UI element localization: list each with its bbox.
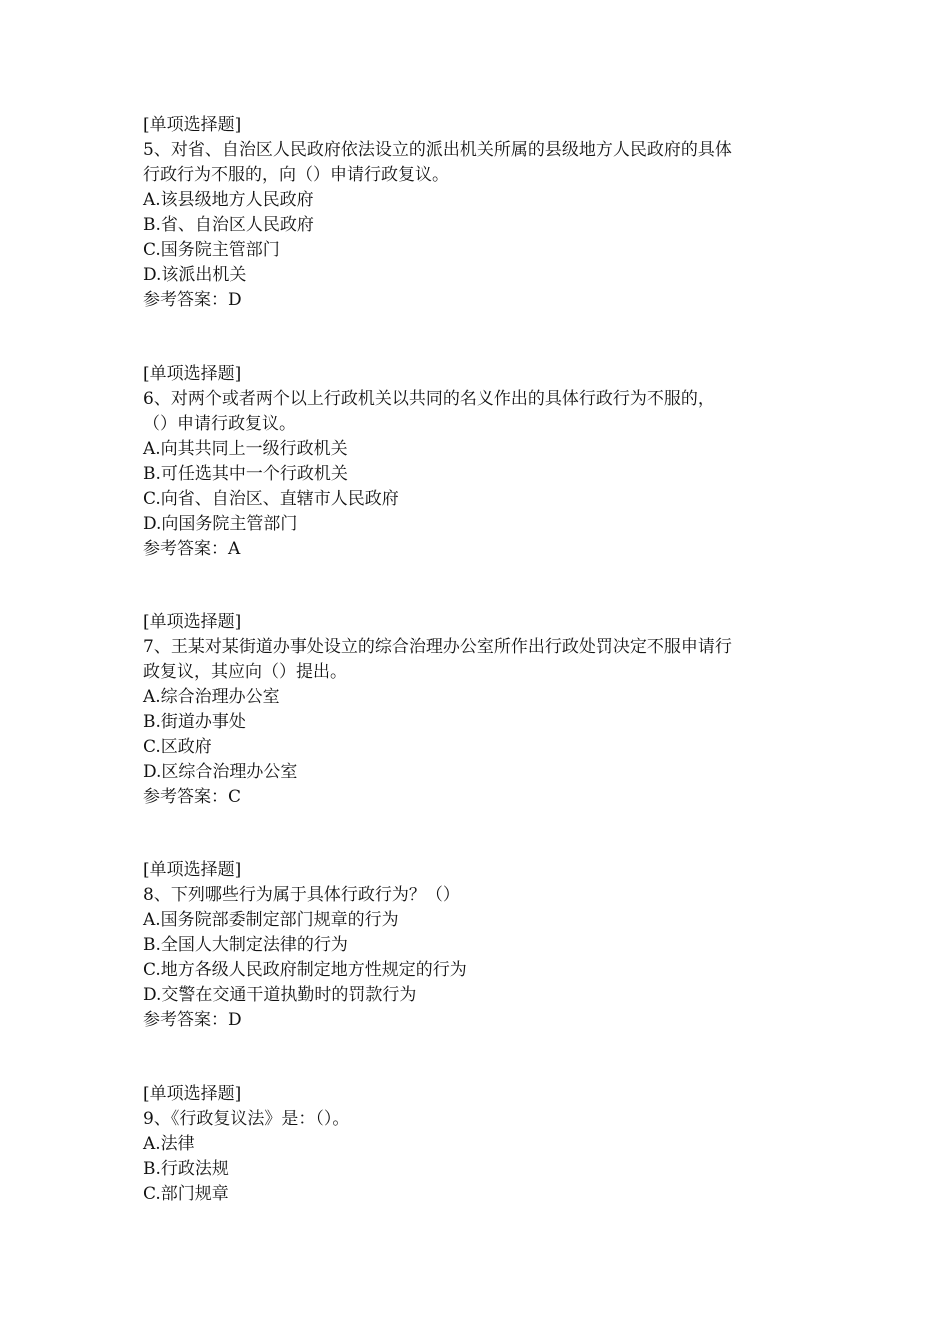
option-c: C.区政府 — [143, 737, 212, 757]
question-9 — [143, 1082, 815, 1207]
question-5 — [143, 113, 815, 313]
question-type-label: [单项选择题] — [143, 364, 242, 384]
option-c: C.部门规章 — [143, 1184, 229, 1204]
option-d: D.交警在交通干道执勤时的罚款行为 — [143, 985, 417, 1005]
option-a: A.向其共同上一级行政机关 — [143, 439, 348, 459]
option-a: A.该县级地方人民政府 — [143, 190, 314, 210]
question-type-label: [单项选择题] — [143, 1084, 242, 1104]
question-8 — [143, 858, 815, 1033]
option-b: B.可任选其中一个行政机关 — [143, 464, 348, 484]
question-stem-line: 6、对两个或者两个以上行政机关以共同的名义作出的具体行政行为不服的， — [143, 389, 715, 409]
option-d: D.向国务院主管部门 — [143, 514, 298, 534]
option-c: C.向省、自治区、直辖市人民政府 — [143, 489, 399, 509]
option-b: B.全国人大制定法律的行为 — [143, 935, 348, 955]
option-a: A.国务院部委制定部门规章的行为 — [143, 910, 399, 930]
question-stem-line: （）申请行政复议。 — [143, 414, 296, 434]
option-b: B.省、自治区人民政府 — [143, 215, 314, 235]
question-stem-line: 8、下列哪些行为属于具体行政行为？（） — [143, 885, 460, 905]
option-a: A.法律 — [143, 1134, 195, 1154]
question-type-label: [单项选择题] — [143, 860, 242, 880]
question-stem-line: 行政行为不服的，向（）申请行政复议。 — [143, 165, 449, 185]
reference-answer: 参考答案：D — [143, 290, 242, 310]
option-b: B.街道办事处 — [143, 712, 246, 732]
reference-answer: 参考答案：C — [143, 787, 242, 807]
question-stem-line: 7、王某对某街道办事处设立的综合治理办公室所作出行政处罚决定不服申请行 — [143, 637, 732, 657]
option-c: C.国务院主管部门 — [143, 240, 280, 260]
option-b: B.行政法规 — [143, 1159, 229, 1179]
option-a: A.综合治理办公室 — [143, 687, 280, 707]
question-stem-line: 5、对省、自治区人民政府依法设立的派出机关所属的县级地方人民政府的具体 — [143, 140, 732, 160]
question-stem-line: 政复议，其应向（）提出。 — [143, 662, 347, 682]
question-stem-line: 9、《行政复议法》是：（）。 — [143, 1109, 350, 1129]
option-d: D.区综合治理办公室 — [143, 762, 298, 782]
question-type-label: [单项选择题] — [143, 612, 242, 632]
question-type-label: [单项选择题] — [143, 115, 242, 135]
question-6 — [143, 362, 815, 562]
question-7 — [143, 610, 815, 810]
reference-answer: 参考答案：A — [143, 539, 241, 559]
reference-answer: 参考答案：D — [143, 1010, 242, 1030]
option-c: C.地方各级人民政府制定地方性规定的行为 — [143, 960, 467, 980]
option-d: D.该派出机关 — [143, 265, 247, 285]
